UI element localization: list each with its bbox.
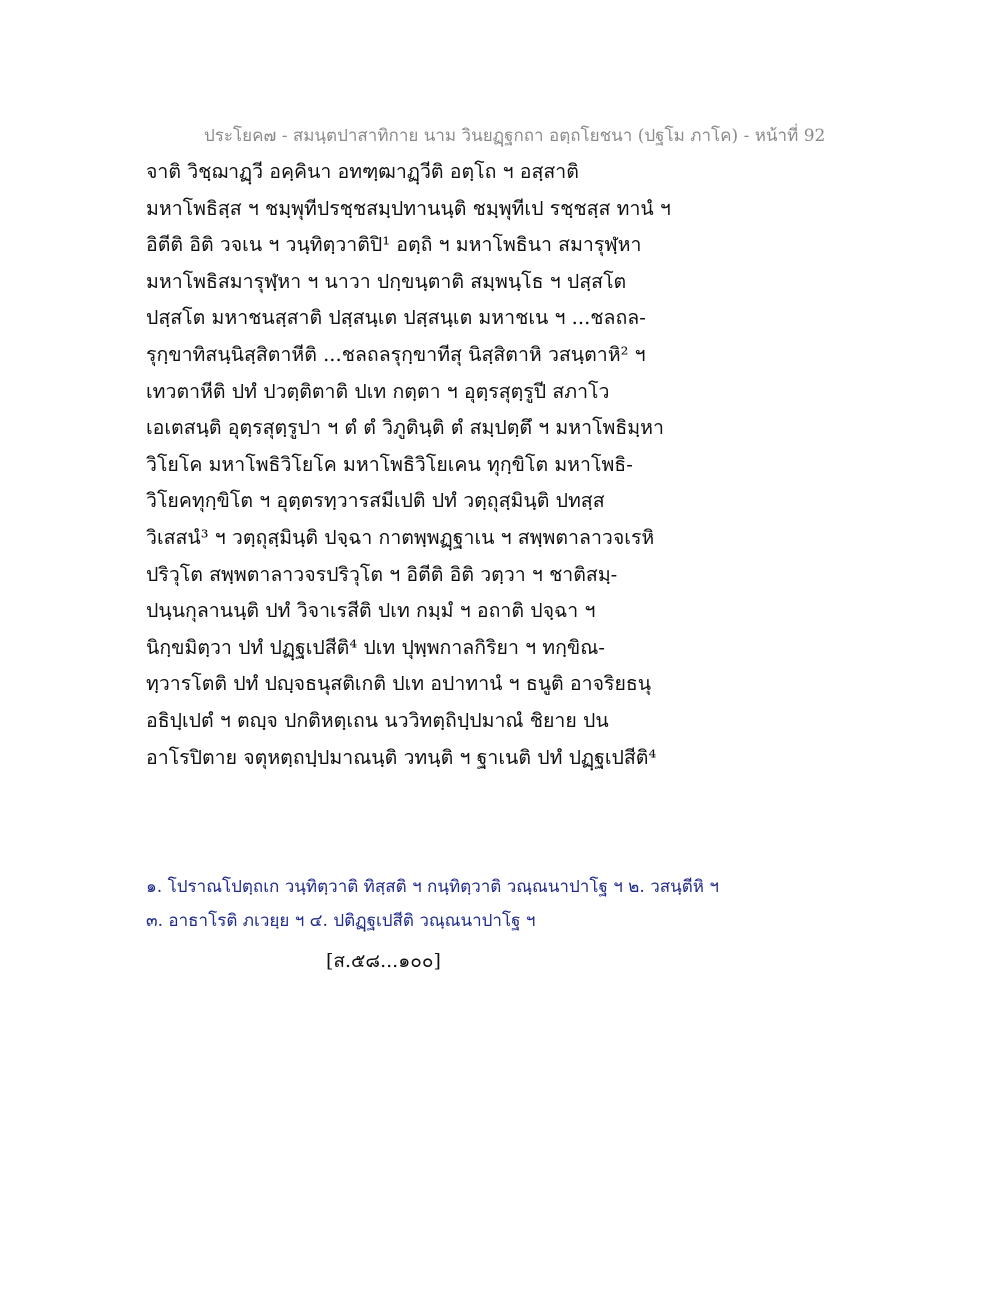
running-header: ประโยค๗ - สมนฺตปาสาทิกาย นาม วินยฏฺฐกถา อตฺถโยชนา (ปฐโม ภาโค) - หน้าที่ 92 [204, 126, 826, 146]
body-line: ปสฺสโต มหาชนสฺสาติ ปสฺสนฺเต ปสฺสนฺเต มหาชเน ฯ ...ชลถล- [146, 306, 646, 330]
body-line: อธิปฺเปตํ ฯ ตญฺจ ปกติหตฺเถน นววิทตฺถิปฺปมาณํ ชิยาย ปน [146, 708, 609, 732]
body-line: อิตีติ อิติ วจเน ฯ วนฺทิตฺวาติปิ¹ อตฺถิ ฯ มหาโพธินา สมารุฬฺหา [146, 233, 642, 257]
body-line: วิโยโค มหาโพธิวิโยโค มหาโพธิวิโยเคน ทุกฺขิโต มหาโพธิ- [146, 452, 633, 476]
body-line: ปริวุโต สพฺพตาลาวจรปริวุโต ฯ อิตีติ อิติ วตฺวา ฯ ชาติสมฺ- [146, 562, 618, 586]
body-line: รุกฺขาทิสนฺนิสฺสิตาหีติ ...ชลถลรุกฺขาทีสุ นิสฺสิตาหิ วสนฺตาหิ² ฯ [146, 342, 646, 366]
footnote-line: ๓. อาธาโรติ ภเวยฺย ฯ ๔. ปติฏฺฐเปสีติ วณฺณนาปาโฐ ฯ [146, 911, 536, 931]
body-line: วิโยคทุกฺขิโต ฯ อุตฺตรทฺวารสมีเปติ ปทํ วตฺถุสฺมินฺติ ปทสฺส [146, 489, 605, 513]
body-text [146, 154, 866, 776]
body-line: จาติ วิชฺฌาฏฺวี อคฺคินา อทฑฺฒาฏฺวีติ อตฺโถ ฯ อสฺสาติ [146, 160, 579, 183]
body-line: วิเสสนํ³ ฯ วตฺถุสฺมินฺติ ปจฺฉา กาตพฺพฏฺฐาเน ฯ สพฺพตาลาวจเรหิ [146, 525, 655, 549]
body-line: มหาโพธิสมารุฬฺหา ฯ นาวา ปกฺขนฺตาติ สมฺพนฺโธ ฯ ปสฺสโต [146, 269, 627, 293]
body-line: อาโรปิตาย จตุหตฺถปฺปมาณนฺติ วทนฺติ ฯ ฐาเนติ ปทํ ปฏฺฐเปสีติ⁴ [146, 745, 657, 769]
footnotes [146, 872, 866, 940]
body-line: ปนฺนกุลานนฺติ ปทํ วิจาเรสีติ ปเท กมฺมํ ฯ อถาติ ปจฺฉา ฯ [146, 599, 596, 623]
page-reference: [ส.๕๘...๑๐๐] [326, 950, 441, 972]
footnote-line: ๑. โปราณโปตฺถเก วนฺทิตฺวาติ ทิสฺสติ ฯ กนฺทิตฺวาติ วณฺณนาปาโฐ ฯ ๒. วสนฺตีหิ ฯ [146, 877, 719, 897]
body-line: ทฺวารโตติ ปทํ ปญฺจธนุสติเกติ ปเท อปาทานํ ฯ ธนูติ อาจริยธนุ [146, 672, 652, 696]
body-line: มหาโพธิสฺส ฯ ชมฺพุทีปรชฺชสมฺปทานนฺติ ชมฺพุทีเป รชฺชสฺส ทานํ ฯ [146, 196, 671, 220]
body-line: นิกฺขมิตฺวา ปทํ ปฏฺฐเปสีติ⁴ ปเท ปุพฺพกาลกิริยา ฯ ทกฺขิณ- [146, 635, 605, 659]
body-line: เอเตสนฺติ อุตฺรสุตฺรูปา ฯ ตํ ตํ วิภูตินฺติ ตํ สมฺปตฺตึ ฯ มหาโพธิมฺหา [146, 416, 664, 440]
body-line: เทวตาหีติ ปทํ ปวตฺติตาติ ปเท กตฺตา ฯ อุตฺรสุตฺรูปี สภาโว [146, 379, 610, 403]
